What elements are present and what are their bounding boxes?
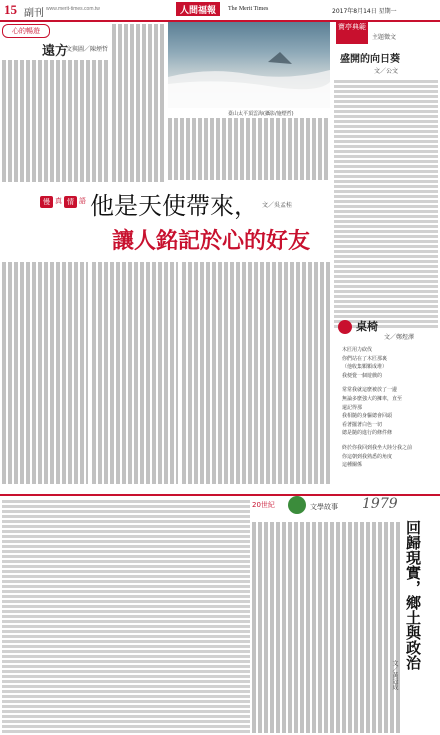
page-header — [0, 0, 440, 22]
bottom-feature-byline: 文／黃冠成 — [391, 660, 398, 690]
year-label: 1979 — [362, 496, 398, 512]
poem-line: 你們站在了木匠那裏 — [342, 355, 388, 362]
column-tag: 心的暢遊 — [2, 24, 50, 38]
poem-line: （他收集顆顆成堆） — [342, 364, 388, 371]
poem-line: 無論多麼強大的擁車，直至 — [342, 395, 403, 402]
era-label: 20世紀 — [252, 501, 275, 509]
article-faraway — [2, 24, 110, 184]
site-url: www.merit-times.com.tw — [46, 6, 100, 12]
photo-side-text — [168, 118, 330, 180]
poem-body — [342, 346, 434, 470]
cloud-sea-illustration — [168, 22, 330, 108]
poem-line: 我相隨的身軀總會回頭 — [342, 413, 393, 420]
feature-tag: 真 — [55, 197, 62, 205]
right-column-article — [334, 22, 438, 332]
article-byline: 文／公文 — [374, 68, 399, 75]
poem-line: 常常我就這麼被放了一邊 — [342, 387, 398, 394]
poem-line: 總是隨的進行的條件條 — [342, 430, 393, 437]
feature-body-col-1 — [2, 262, 88, 484]
feature-byline: 文／吳孟桂 — [262, 202, 293, 209]
feature-body-col-3 — [182, 262, 332, 484]
article-body-text — [334, 78, 438, 328]
literary-story-banner — [252, 496, 440, 518]
poem-byline: 文／鄭煜澤 — [384, 334, 415, 341]
headline-line-1: 他是天使帶來， — [90, 192, 258, 220]
bottom-body-right — [252, 522, 400, 733]
photo-caption: 臺山太平頂雲海(攝影/施煙哲) — [228, 111, 294, 117]
poem-box — [334, 316, 438, 488]
poem-line: 這種關係 — [342, 462, 363, 469]
poem-line: 你這朝到我熟悉的角度 — [342, 453, 393, 460]
section-name: 副刊 — [24, 8, 44, 19]
poem-line: 還記得那 — [342, 404, 363, 411]
feature-tags — [40, 196, 86, 208]
article-title: 盛開的向日葵 — [340, 54, 400, 65]
masthead-english: The Merit Times — [228, 6, 269, 12]
poem-line: 木匠用力砍伐 — [342, 347, 373, 353]
issue-date: 2017年8月14日 星期一 — [332, 8, 397, 15]
theme-badge — [336, 22, 368, 44]
poem-bullet-icon — [338, 320, 352, 334]
feature-tag: 語 — [79, 197, 86, 205]
poem-line: 終於你我回到我坐大陸分我之前 — [342, 444, 413, 451]
landscape-photo — [168, 22, 330, 108]
page-number: 15 — [4, 2, 17, 17]
article-faraway-continued — [112, 24, 164, 182]
article-title: 遠方 — [42, 44, 69, 59]
masthead-logo: 人間福報 — [176, 2, 220, 16]
poem-title: 桌椅 — [356, 320, 378, 333]
feature-tag: 慢 — [40, 196, 53, 208]
bottom-body-left — [2, 500, 250, 733]
article-body-text — [2, 60, 110, 182]
feature-body-col-2 — [92, 262, 178, 484]
globe-icon — [288, 496, 306, 514]
feature-headline-area — [40, 186, 332, 258]
headline-line-2: 讓人銘記於心的好友 — [112, 229, 311, 254]
poem-line: 我便覺一個遊戲的 — [342, 372, 383, 379]
theme-badge-label: 寶亭典範 — [338, 23, 366, 31]
feature-tag: 情 — [64, 196, 77, 208]
theme-badge-sub: 主題徵文 — [372, 34, 397, 41]
series-label: 文學故事 — [310, 503, 338, 511]
poem-line: 看著擺著白色一切 — [342, 421, 383, 428]
article-byline: 文與圖／陳煙哲 — [66, 46, 109, 53]
bottom-feature-title: 回歸現實，鄉土與政治 — [404, 520, 422, 670]
